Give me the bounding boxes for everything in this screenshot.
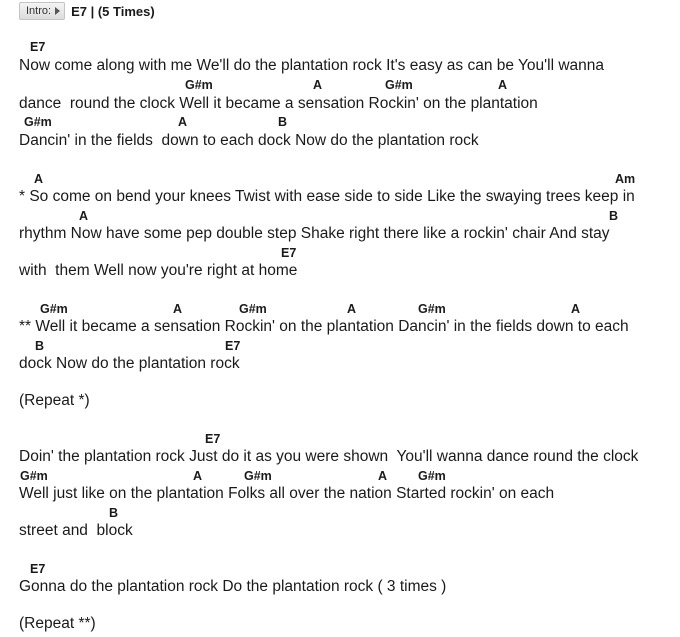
chord: G#m — [40, 302, 68, 316]
chord: B — [109, 506, 119, 520]
chord: A — [313, 78, 323, 92]
intro-chords: E7 | (5 Times) — [71, 3, 155, 19]
chord: E7 — [281, 246, 297, 260]
lyric-line: dance round the clock Well it became a sensation Rockin' on the plantation — [19, 95, 538, 112]
lyric-line: (Repeat **) — [19, 615, 96, 632]
lyric-line: Now come along with me We'll do the plantation rock It's easy as can be You'll wanna — [19, 57, 605, 74]
chord: A — [571, 302, 581, 316]
lyric-line: with them Well now you're right at home — [19, 262, 298, 279]
intro-play-button[interactable] — [19, 2, 65, 20]
chord: E7 — [30, 562, 46, 576]
chord: A — [193, 469, 203, 483]
lyric-line: Gonna do the plantation rock Do the plantation rock ( 3 times ) — [19, 578, 447, 595]
chord: B — [35, 339, 45, 353]
chord: G#m — [185, 78, 213, 92]
chord: A — [178, 115, 188, 129]
chord: B — [278, 115, 288, 129]
chord: A — [498, 78, 508, 92]
chord: A — [34, 172, 44, 186]
lyric-line: street and block — [19, 522, 133, 539]
intro-label: Intro: — [26, 5, 52, 17]
lyric-line: ** Well it became a sensation Rockin' on the plantation Dancin' in the fields down to each — [19, 318, 629, 335]
lyric-line: * So come on bend your knees Twist with ease side to side Like the swaying trees keep in — [19, 188, 635, 205]
play-arrow-icon — [55, 7, 60, 15]
chord: A — [79, 209, 89, 223]
chord: A — [378, 469, 388, 483]
chord: A — [173, 302, 183, 316]
chord: G#m — [418, 302, 446, 316]
lyric-line: Well just like on the plantation Folks all over the nation Started rockin' on each — [19, 485, 555, 502]
chord: E7 — [205, 432, 221, 446]
lyric-line: Dancin' in the fields down to each dock Now do the plantation rock — [19, 132, 479, 149]
lyric-line: rhythm Now have some pep double step Shake right there like a rockin' chair And stay — [19, 225, 610, 242]
lyric-line: (Repeat *) — [19, 392, 90, 409]
lyric-line: Doin' the plantation rock Just do it as you were shown You'll wanna dance round the clock — [19, 448, 639, 465]
chord: A — [347, 302, 357, 316]
chord: E7 — [225, 339, 241, 353]
chord: G#m — [418, 469, 446, 483]
chord: Am — [615, 172, 636, 186]
intro-row — [19, 2, 155, 20]
chord: G#m — [239, 302, 267, 316]
lyric-line: dock Now do the plantation rock — [19, 355, 240, 372]
chord: G#m — [385, 78, 413, 92]
chord: G#m — [20, 469, 48, 483]
chord: B — [609, 209, 619, 223]
chord: E7 — [30, 40, 46, 54]
chord: G#m — [244, 469, 272, 483]
chord: G#m — [24, 115, 52, 129]
